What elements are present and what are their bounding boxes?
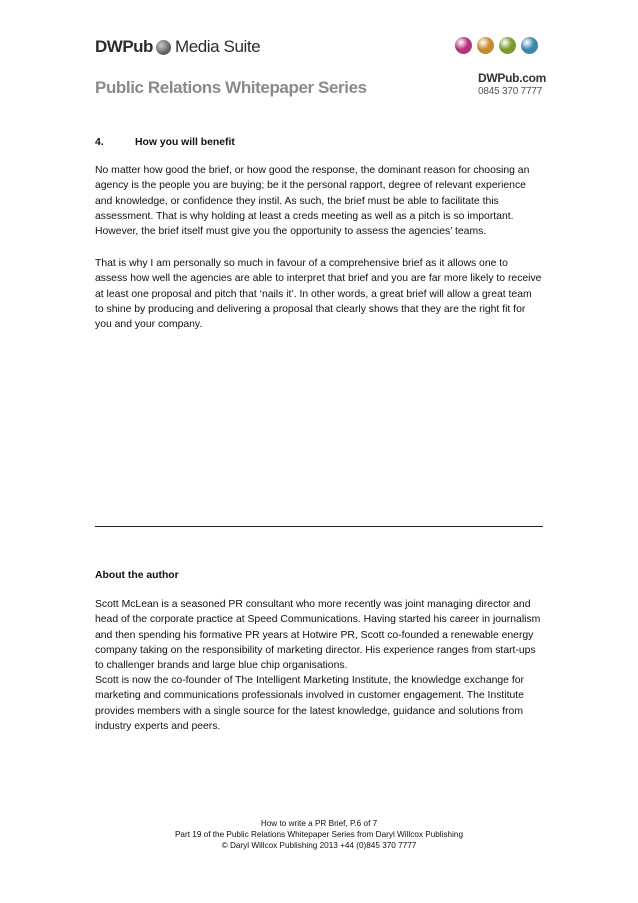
series-title: Public Relations Whitepaper Series [95,78,367,97]
section-number: 4. [95,137,104,148]
section-title: How you will benefit [135,137,235,148]
author-paragraph: Scott McLean is a seasoned PR consultant who more recently was joint managing director and head of the corporate practice at Speed Communications. Having started his career in journalism and then spending his formative PR years at Hotwire PR, Scott co-founded a renewable energy company taking on the responsibility of marketing director. His experience ranges from start-ups to challenger brands and large blue chip organisations. [95,599,541,672]
author-paragraph: Scott is now the co-founder of The Intelligent Marketing Institute, the knowledge exchange for marketing and communications professionals involved in customer engagement. The Institute provides members with a single source for the latest knowledge, guidance and solutions from industry experts and peers. [95,675,524,732]
footer-line-page: How to write a PR Brief, P.6 of 7 [260,819,378,828]
section-paragraph: That is why I am personally so much in favour of a comprehensive brief as it allows one to assess how well the agencies are able to interpret that brief and you are far more likely to receive at least one proposal and pitch that ‘nails it’. In other words, a great brief will allow a great team to shine by producing and delivering a proposal that clearly shows that they are the right fit for you and your company. [95,258,542,331]
site-url: DWPub.com [478,71,546,85]
contact-block [478,71,546,97]
orange-dot-icon [477,37,494,54]
section-paragraph: No matter how good the brief, or how good the response, the dominant reason for choosing an agency is the people you are buying; be it the personal rapport, degree of relevant experience and knowledge, or confidence they instil. As such, the brief must be able to facilitate this assessment. That is why holding at least a creds meeting as well as a pitch is so important. However, the brief itself must give you the opportunity to assess the agencies’ teams. [95,165,530,238]
brand-suite: Media Suite [174,37,261,56]
section-heading [95,137,235,148]
footer-line-copyright: © Daryl Willcox Publishing 2013 +44 (0)845 370 7777 [221,841,417,850]
author-heading: About the author [95,570,179,581]
site-phone: 0845 370 7777 [478,86,543,97]
brand-logo [95,36,260,58]
magenta-dot-icon [455,37,472,54]
green-dot-icon [499,37,516,54]
blue-dot-icon [521,37,538,54]
divider [95,526,543,527]
page-footer [95,818,543,851]
footer-line-series: Part 19 of the Public Relations Whitepaper Series from Daryl Willcox Publishing [174,830,464,839]
brand-name: DWPub [95,37,153,56]
globe-icon [156,40,171,55]
brand-dots [455,37,538,54]
